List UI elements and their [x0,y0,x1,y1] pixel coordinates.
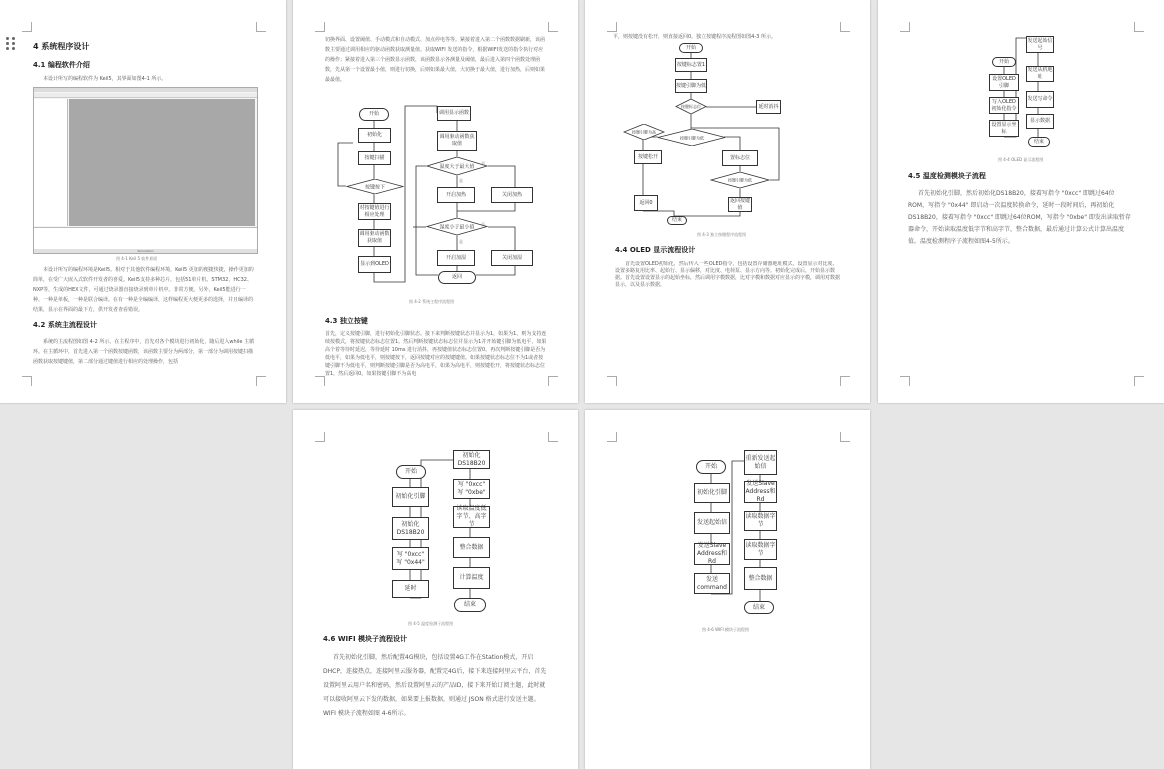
flow-node: 调用驱动函数获取值 [358,229,391,247]
flow-decision-label: 按键引脚为低 [728,177,752,183]
flow-node: 发送起始信号 [1026,36,1054,53]
heading: 4.2 系统主流程设计 [33,321,97,329]
flow-node: 发送写命令 [1026,91,1054,108]
document-page-4 [878,0,1164,403]
flow-node: 对按键值进行相应处理 [358,203,391,220]
flow-decision-label: 按键按下 [364,184,386,191]
heading: 4.1 编程软件介绍 [33,61,90,69]
figure-caption: 图 4-5 温度检测子流程图 [408,621,454,626]
flow-node: 返回0 [634,195,658,211]
flow-decision-label: 温度大于最大值 [439,164,475,170]
flow-node: 开始 [992,57,1016,67]
flow-node: 结束 [667,216,687,225]
flow-node: 整合数据 [453,537,490,558]
flow-node: 调用驱动函数获取值 [437,131,477,151]
flow-decision [710,172,770,188]
paragraph: 本设计所写的编程软件为 Keil5，其界面如图4-1 所示。 [43,76,167,82]
paragraph: 首先，定义按键引脚，进行初始化引脚状态。接下来判断按键状态并显示为1，如果为1，则为支持连续按模式，将按键状态标志位置1。然后判断按键状态标志位并显示为1并开始键引脚为低电平，如果高个着等待时延迟，等待延时 10ms 进行消抖，再按键值状态标志位置0。再次判断按键引脚是否为低电平，如果为低电平，则按键按下，返回按键对应的按键键值。如果按键状态标志位不为1或者按键引脚不为低电平，则判断按键引脚是否为高电平，如果为高电平，则按键松开，将按键状态标志位置1，然后返回0。如果按键引脚不为高电 [325,331,547,376]
flow-node: 写 "0xcc" 写 "0xbe" [453,479,490,499]
flow-decision-label: 按键引脚为高 [632,129,656,135]
flow-node: 按键标志置1 [675,58,707,72]
flow-decision [623,124,665,140]
flow-branch-label: 否 [481,161,485,166]
flow-node: 初始化引脚 [392,487,429,507]
heading: 4.5 温度检测模块子流程 [908,172,986,180]
flow-node: 重新发送起始信 [744,450,777,475]
flow-node: 显示数据 [1026,114,1054,129]
flow-node: 延时消抖 [756,100,781,114]
flow-node: 发送Slave Address和Rd [694,543,730,565]
flow-node: 初始化DS18B20 [453,450,490,469]
flow-node: 计算温度 [453,567,490,589]
flow-node: 读取温度低字节、高字节 [453,506,490,528]
drag-handle-icon[interactable] [6,37,18,49]
flow-decision [346,179,404,194]
flow-decision-label: 湿度小于最小值 [439,224,475,231]
paragraph: 首先初始化引脚，然后初始化DS18B20，接着写指令 "0xcc" 即跳过64位ROM，写指令 "0x44" 即启动一次温度转换命令，延时一段时间后，再初始化DS18B20，接着写指令 "0xcc" 即跳过64位ROM，写指令 "0xbe" 即发出读取暂存器命令，开始读取温度低字节和高字节，整合数据，最后通过计算公式计算出温度值。温度检测程序子流程如图4-5所示。 [908,190,1131,245]
flow-node: 结束 [454,598,486,612]
flow-node: 返回按键值 [729,197,750,211]
figure-caption: 图 4-3 独立按键程序流程图 [697,232,747,237]
flow-node: 返回 [438,271,476,284]
flow-node: 读取数据字节 [744,539,777,560]
flow-node: 初始化引脚 [694,483,730,503]
document-page-5 [293,410,578,769]
crop-mark [256,376,266,386]
flow-node: 按键松开 [634,150,662,164]
flow-node: 关闭加热 [491,187,533,203]
flow-node: 按键扫描 [358,151,391,165]
figure-caption: 图 4-6 WIFI 模块子流程图 [702,627,749,632]
figure-caption: 图 4-2 系统主程序流程图 [409,299,455,304]
flow-node: 调用显示函数 [437,106,471,121]
flow-node: 读取数据字节 [744,511,777,531]
flow-decision [426,157,488,175]
document-page-1 [0,0,286,403]
flow-decision [426,218,488,235]
status-bar: Simulation [34,249,257,253]
flow-node: 开启加湿 [437,250,475,266]
flow-node: 置标志位 [722,150,758,166]
heading: 4.3 独立按键 [325,317,368,325]
document-page-2 [293,0,578,403]
crop-mark [22,22,32,32]
flow-node: 初始化 [358,128,391,143]
flow-node: 开始 [359,108,389,121]
heading: 4 系统程序设计 [33,42,90,51]
flow-node: 发送起始信 [694,512,730,534]
paragraph: 系统的主流程图如图 4-2 所示。在主程序中，首先对各个模块进行初始化，随后进入while 主循环。在主循环中，首先进入第一个函数按键函数，该函数主要分为两部分，第一部分为调用按键扫描函数获取按键键值，第二部分通过键值进行相应的处理操作，包括 [33,339,255,365]
paragraph: 本设计所写的编程环境是Keil5。相对于其他软件编程环境，Keil5 更加的便捷快捷，操作更加的简单，在受广大嵌入式软件开发者的喜爱。Keil5支持多种芯片，包括51单片机、STM32、HC32、NXP等，生成的HEX文件，可通过烧录器直接烧录到单片机中。非常方便。另外，Keil5能进行一种、一种是单板，一种是联合编译。在有一种是全编编译，这样编程更大便更多的选择，并且编译的结果，显示在界面的最下方，供开发者查看错误。 [33,267,254,313]
heading: 4.6 WIFI 模块子流程设计 [323,635,407,643]
flow-node: 结束 [1028,137,1050,147]
figure-caption: 图 4-1 Keil 5 软件界面 [116,256,158,261]
flow-decision-label: 按键引脚为低 [680,135,704,141]
paragraph: 切换界面、设置阈值、手动模式和自动模式、加点停电等等。紧接着进入第二个函数数据刷新，该函数主要通过调用相应的驱动函数获取测量值。获取WIFI 发送的指令，根据WIFI发送的指令执行对应的操作；紧接着进入第三个函数显示函数，该函数显示各测量及阈值，最后进入第四个函数处理函数，先从第一个设置最小值，则进行切换，后则如果最大值，大切换于最大值，进行加热，后则如果最最值。 [325,37,546,83]
figure-caption: 图 4-4 OLED 显示流程图 [998,157,1044,162]
flow-node: 发送Slave Address和Rd [745,480,776,503]
flow-node: 设置显示坐标 [989,120,1019,137]
flow-node: 开始 [696,460,726,474]
flow-node: 结束 [744,601,774,614]
paragraph: 首先设置OLED初始化，然后传入一些OLED指令，包括设置存储器地址模式，设置显示对比度、设置多路复用比率、起始行、显示偏移，对比度、电荷泵、显示方向等。初始化完成后，开始显示数据。首先设置设置显示的起始坐标，然后调用字模数据，比对字模和数据对应显示的字模，调用对数据显示，以及显示数据。 [615,261,841,288]
flow-branch-label: 是 [459,239,463,244]
flow-node: 关闭加湿 [491,250,533,266]
flow-node: 按键引脚为低 [675,79,707,93]
crop-mark [256,22,266,32]
flow-node: 发送从机地址 [1027,67,1053,80]
document-page-3 [585,0,870,403]
software-screenshot [33,87,258,254]
crop-mark [22,376,32,386]
flow-node: 初始化DS18B20 [392,517,429,540]
flow-branch-label: 是 [459,178,463,183]
flow-node: 延时 [392,580,429,598]
flow-node: 整合数据 [744,567,777,590]
flow-node: 显示到OLED [358,256,391,273]
document-page-6 [585,410,870,769]
flow-decision [675,99,707,114]
flow-node: 发送command [694,573,730,594]
flow-node: 开始 [396,465,426,479]
paragraph: 首先初始化引脚，然后配置4G模块，包括设置4G工作在Station模式，开启DHCP，连接热点，连接阿里云服务器，配置完4G后，接下来连接阿里云平台，首先设置阿里云用户名和密码，然后设置阿里云的产品ID，接下来开始订阅主题，此时就可以接收阿里云下发的数据，如果要上报数据，则通过 JSON 格式进行发送主题。WIFI 模块子流程如图 4-6所示。 [323,654,547,717]
heading: 4.4 OLED 显示流程设计 [615,246,696,254]
flow-branch-label: 否 [481,222,485,227]
flow-node: 写 "0xcc" 写 "0x44" [392,547,429,570]
flow-decision-label: 按键标志位 [681,104,701,109]
flow-node: 开始 [679,43,703,53]
flow-node: 设置OLED引脚 [989,74,1019,91]
paragraph: 平，则按键没有松开，则直接返回0。独立按键程序流程图如图4-3 所示。 [613,34,776,40]
flow-node: 开启加热 [437,187,475,203]
flow-node: 写入OLED初始化指令 [989,97,1019,114]
